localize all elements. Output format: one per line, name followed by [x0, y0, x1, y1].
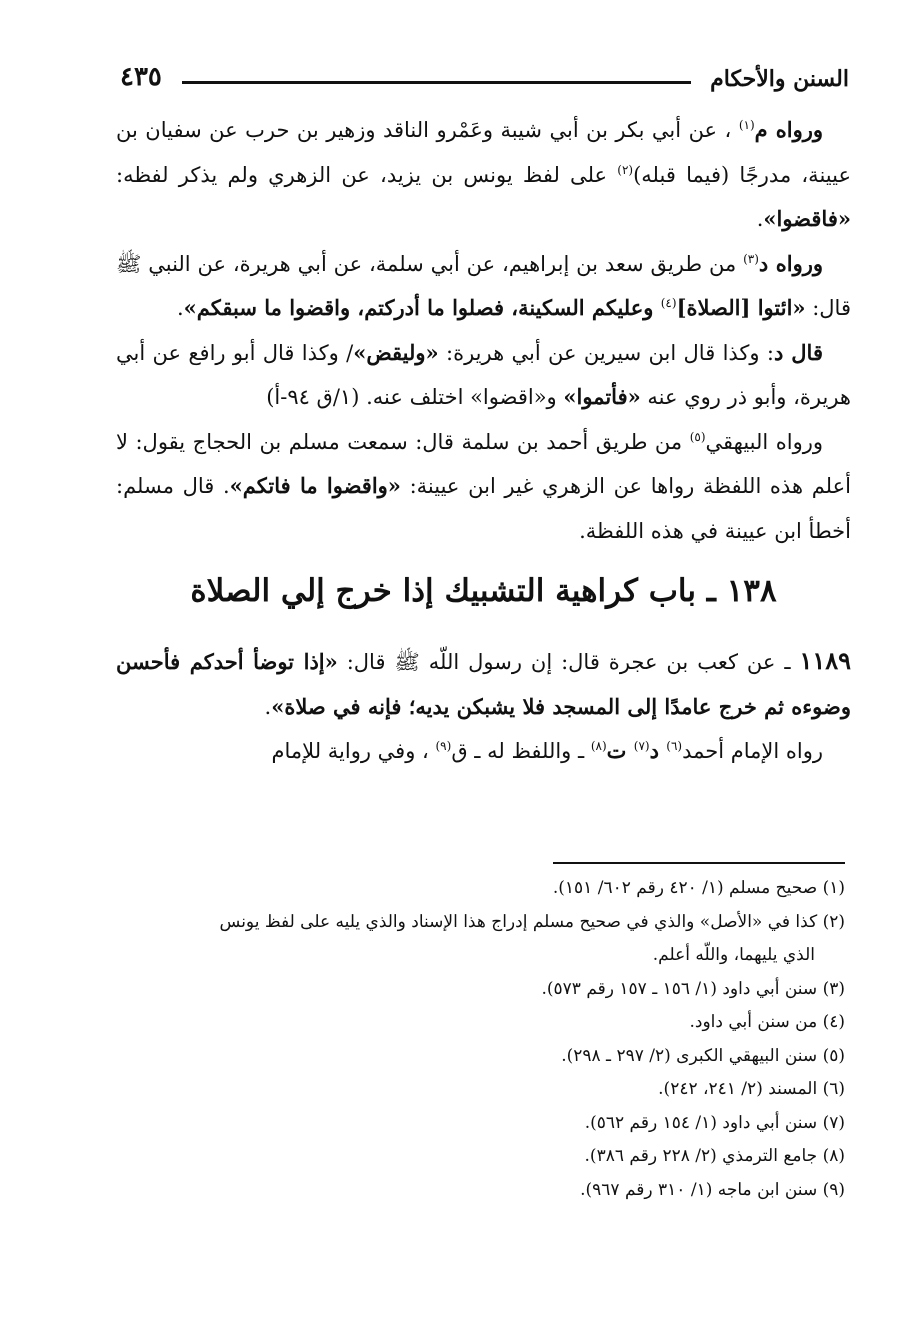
footnotes	[90, 872, 845, 1207]
paragraph-text: .	[756, 207, 764, 231]
paragraph-5	[116, 639, 851, 729]
footnote-2: (٢) كذا في «الأصل» والذي في صحيح مسلم إدراج هذا الإسناد والذي يليه على لفظ يونس	[219, 911, 845, 932]
footnote-6: (٦) المسند (٢/ ٢٤١، ٢٤٢).	[658, 1079, 845, 1099]
running-header	[120, 62, 849, 100]
paragraph-text: / وكذا قال أبو رافع عن أبي هريرة، وأبو ذر روي عنه	[116, 340, 851, 409]
hadith-text: «ائتوا [الصلاة]	[676, 295, 806, 320]
page-number: ٤٣٥	[120, 62, 162, 92]
narration-intro: قال د	[773, 339, 823, 365]
footnote-7: (٧) سنن أبي داود (١/ ١٥٤ رقم ٥٦٢).	[584, 1112, 845, 1133]
paragraph-text: . قال مسلم: أخطأ ابن عيينة في هذه اللفظة.	[116, 474, 851, 543]
footnote-1: (١) صحيح مسلم (١/ ٤٢٠ رقم ٦٠٢/ ١٥١).	[552, 878, 845, 898]
footnote-3: (٣) سنن أبي داود (١/ ١٥٦ ـ ١٥٧ رقم ٥٧٣).	[541, 978, 845, 999]
hadith-text: وعليكم السكينة، فصلوا ما أدركتم، واقضوا ما سبقكم»	[183, 295, 661, 320]
paragraph-text: .	[176, 296, 184, 320]
paragraph-2	[116, 242, 851, 331]
narration-intro: ورواه د	[758, 250, 823, 276]
paragraph-text: من طريق أحمد بن سلمة قال: سمعت مسلم بن الحجاج يقول: لا أعلم هذه اللفظة رواها عن الزهري غير ابن عيينة:	[116, 429, 851, 498]
quoted-wording: «واقضوا ما فاتكم»	[229, 473, 401, 498]
footnote-2-continued: الذي يليهما، واللّه أعلم.	[652, 945, 815, 965]
source-code: د	[649, 738, 667, 763]
footnote-ref: (٧)	[633, 739, 650, 753]
footnote-5: (٥) سنن البيهقي الكبرى (٢/ ٢٩٧ ـ ٢٩٨).	[561, 1045, 845, 1066]
hadith-text: «إذا توضأ أحدكم فأحسن وضوءه ثم خرج عامدًا إلى المسجد فلا يشبكن يديه؛ فإنه في صلاة»	[116, 649, 851, 719]
paragraph-text: و«اقضوا» اختلف عنه.	[366, 385, 564, 409]
paragraph-text: .	[264, 694, 272, 719]
paragraph-text: ـ واللفظ له ـ ق	[451, 739, 591, 763]
footnote-ref: (٦)	[666, 739, 683, 753]
paragraph-text: رواه الإمام أحمد	[682, 739, 823, 763]
footnote-8: (٨) جامع الترمذي (٢/ ٢٢٨ رقم ٣٨٦).	[584, 1146, 845, 1166]
running-title: السنن والأحكام	[710, 66, 849, 92]
paragraph-text: ورواه البيهقي	[705, 429, 823, 454]
paragraph-6	[116, 729, 851, 774]
paragraph-text: ، وفي رواية للإمام	[271, 739, 436, 763]
chapter-heading: ١٣٨ ـ باب كراهية التشبيك إذا خرج إلي الصلاة	[190, 573, 777, 609]
footnote-ref: (٩)	[435, 739, 452, 753]
paragraph-3	[116, 331, 851, 420]
quoted-wording: «فاقضوا»	[763, 206, 851, 231]
footnote-9: (٩) سنن ابن ماجه (١/ ٣١٠ رقم ٩٦٧).	[580, 1179, 845, 1200]
footnote-4: (٤) من سنن أبي داود.	[689, 1012, 845, 1032]
quoted-wording: «وليقض»	[353, 339, 439, 365]
paragraph-text: : وكذا قال ابن سيرين عن أبي هريرة:	[438, 340, 774, 365]
paragraph-1	[116, 108, 851, 242]
footnote-ref: (٢)	[617, 162, 634, 177]
footnote-ref: (٣)	[743, 251, 759, 266]
footnote-ref: (٨)	[590, 739, 607, 753]
footnote-ref: (٤)	[660, 296, 677, 310]
quoted-wording: «فأتموا»	[563, 384, 641, 409]
paragraph-4	[116, 420, 851, 554]
main-text	[116, 108, 851, 774]
manuscript-folio-note: (١/ق ٩٤-أ)	[266, 385, 360, 409]
paragraph-text: ، عن أبي بكر بن أبي شيبة وعَمْرو الناقد وزهير بن حرب عن سفيان بن عيينة، مدرجًا (فيما قبله)	[116, 118, 851, 187]
paragraph-text: ـ عن كعب بن عجرة قال: إن رسول اللّه ﷺ قال:	[337, 650, 800, 674]
footnote-ref: (١)	[738, 118, 755, 132]
footnote-rule	[553, 862, 845, 864]
footnote-ref: (٥)	[689, 429, 706, 444]
hadith-number: ١١٨٩	[799, 646, 852, 675]
paragraph-text: من طريق سعد بن إبراهيم، عن أبي سلمة، عن أبي هريرة، عن النبي ﷺ قال:	[116, 251, 851, 320]
source-code: ت	[606, 738, 634, 763]
narration-intro: ورواه م	[754, 117, 824, 142]
paragraph-text: على لفظ يونس بن يزيد، عن الزهري ولم يذكر لفظه:	[116, 162, 618, 187]
header-rule	[182, 81, 691, 84]
